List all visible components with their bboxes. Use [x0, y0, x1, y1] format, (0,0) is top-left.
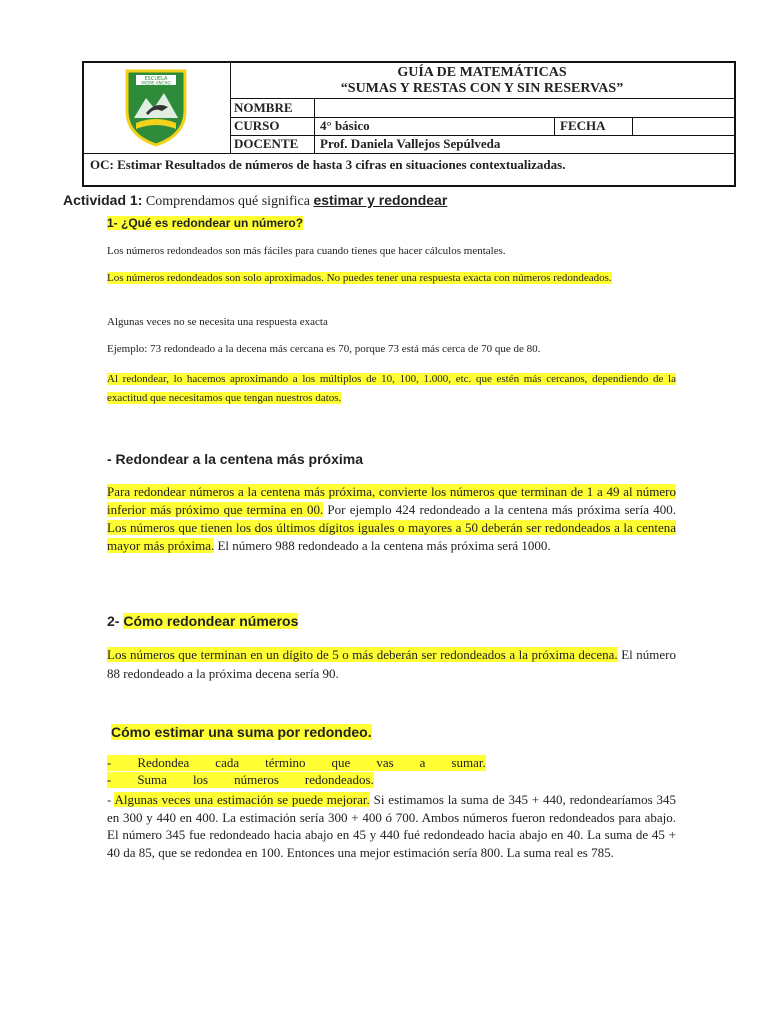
- guide-subtitle: “SUMAS Y RESTAS CON Y SIN RESERVAS”: [340, 81, 624, 96]
- curso-row: [230, 117, 734, 136]
- section1-p1: Los números redondeados son más fáciles para cuando tienes que hacer cálculos mentales.: [107, 245, 506, 257]
- school-logo: [84, 63, 230, 153]
- logo-cell: [84, 63, 231, 153]
- centena-paragraph: Para redondear números a la centena más próxima, convierte los números que terminan de 1 a 49 al número inferior más próximo que termina en 00. Por ejemplo 424 redondeado a la centena más próxima sería 400. Los números que tienen los dos últimos dígitos iguales o mayores a 50 deberán ser redondeados a la centena mayor más próxima. El número 988 redondeado a la centena más próxima será 1000.: [107, 484, 676, 553]
- objective: OC: Estimar Resultados de números de hasta 3 cifras en situaciones contextualizadas.: [84, 153, 734, 187]
- docente-value: Prof. Daniela Vallejos Sepúlveda: [320, 136, 501, 151]
- curso-value: 4° básico: [320, 118, 370, 133]
- section1-heading: 1- ¿Qué es redondear un número?: [107, 216, 304, 230]
- section1-p3: Algunas veces no se necesita una respuesta exacta: [107, 316, 328, 328]
- fecha-label: FECHA: [560, 118, 606, 133]
- logo-text-2: PADRE ANCHO: [141, 80, 171, 86]
- header-table: [82, 61, 736, 187]
- activity-line: [63, 192, 447, 210]
- activity-label: Actividad 1:: [63, 192, 143, 208]
- section3-heading: Cómo estimar una suma por redondeo.: [111, 724, 372, 740]
- docente-row: [230, 135, 734, 154]
- docente-label: DOCENTE: [234, 136, 299, 151]
- section1-p4: Ejemplo: 73 redondeado a la decena más cercana es 70, porque 73 está más cerca de 70 que de 80.: [107, 343, 541, 355]
- curso-label: CURSO: [234, 118, 280, 133]
- activity-text: Comprendamos qué significa: [142, 194, 314, 209]
- centena-heading: - Redondear a la centena más próxima: [107, 451, 363, 467]
- nombre-label: NOMBRE: [234, 100, 293, 115]
- section3-bullet3: - Algunas veces una estimación se puede mejorar. Si estimamos la suma de 345 + 440, redondearíamos 345 en 300 y 440 en 400. La estimación sería 300 + 400 ó 700. Ambos números fueron redondeados para abajo. El número 345 fue redondeado hacia abajo en 45 y 440 fué redondeado hacia abajo en 40. La suma de 45 + 40 da 85, que se redondea en 100. Entonces una mejor estimación sería 800. La suma real es 785.: [107, 792, 676, 860]
- section1-p2: Los números redondeados son solo aproximados. No puedes tener una respuesta exacta con números redondeados.: [107, 272, 612, 284]
- section2-paragraph: Los números que terminan en un dígito de 5 o más deberán ser redondeados a la próxima decena. El número 88 redondeado a la próxima decena sería 90.: [107, 647, 676, 681]
- activity-emphasis: estimar y redondear: [313, 192, 448, 208]
- guide-title: GUÍA DE MATEMÁTICAS: [397, 65, 567, 80]
- section3-bullet1: - Redondea cada término que vas a sumar.: [107, 755, 486, 770]
- section2-heading: Cómo redondear números: [123, 613, 299, 629]
- logo-text-1: ESCUELA: [144, 76, 168, 82]
- section3-bullet2: - Suma los números redondeados.: [107, 772, 374, 787]
- section2-heading-line: 2- Cómo redondear números: [107, 613, 299, 629]
- nombre-row: [230, 99, 734, 118]
- section1-p5: Al redondear, lo hacemos aproximando a los múltiplos de 10, 100, 1.000, etc. que estén más cercanos, dependiendo de la exactitud que necesitamos que tengan nuestros datos.: [107, 373, 676, 404]
- title-cell: [230, 63, 734, 99]
